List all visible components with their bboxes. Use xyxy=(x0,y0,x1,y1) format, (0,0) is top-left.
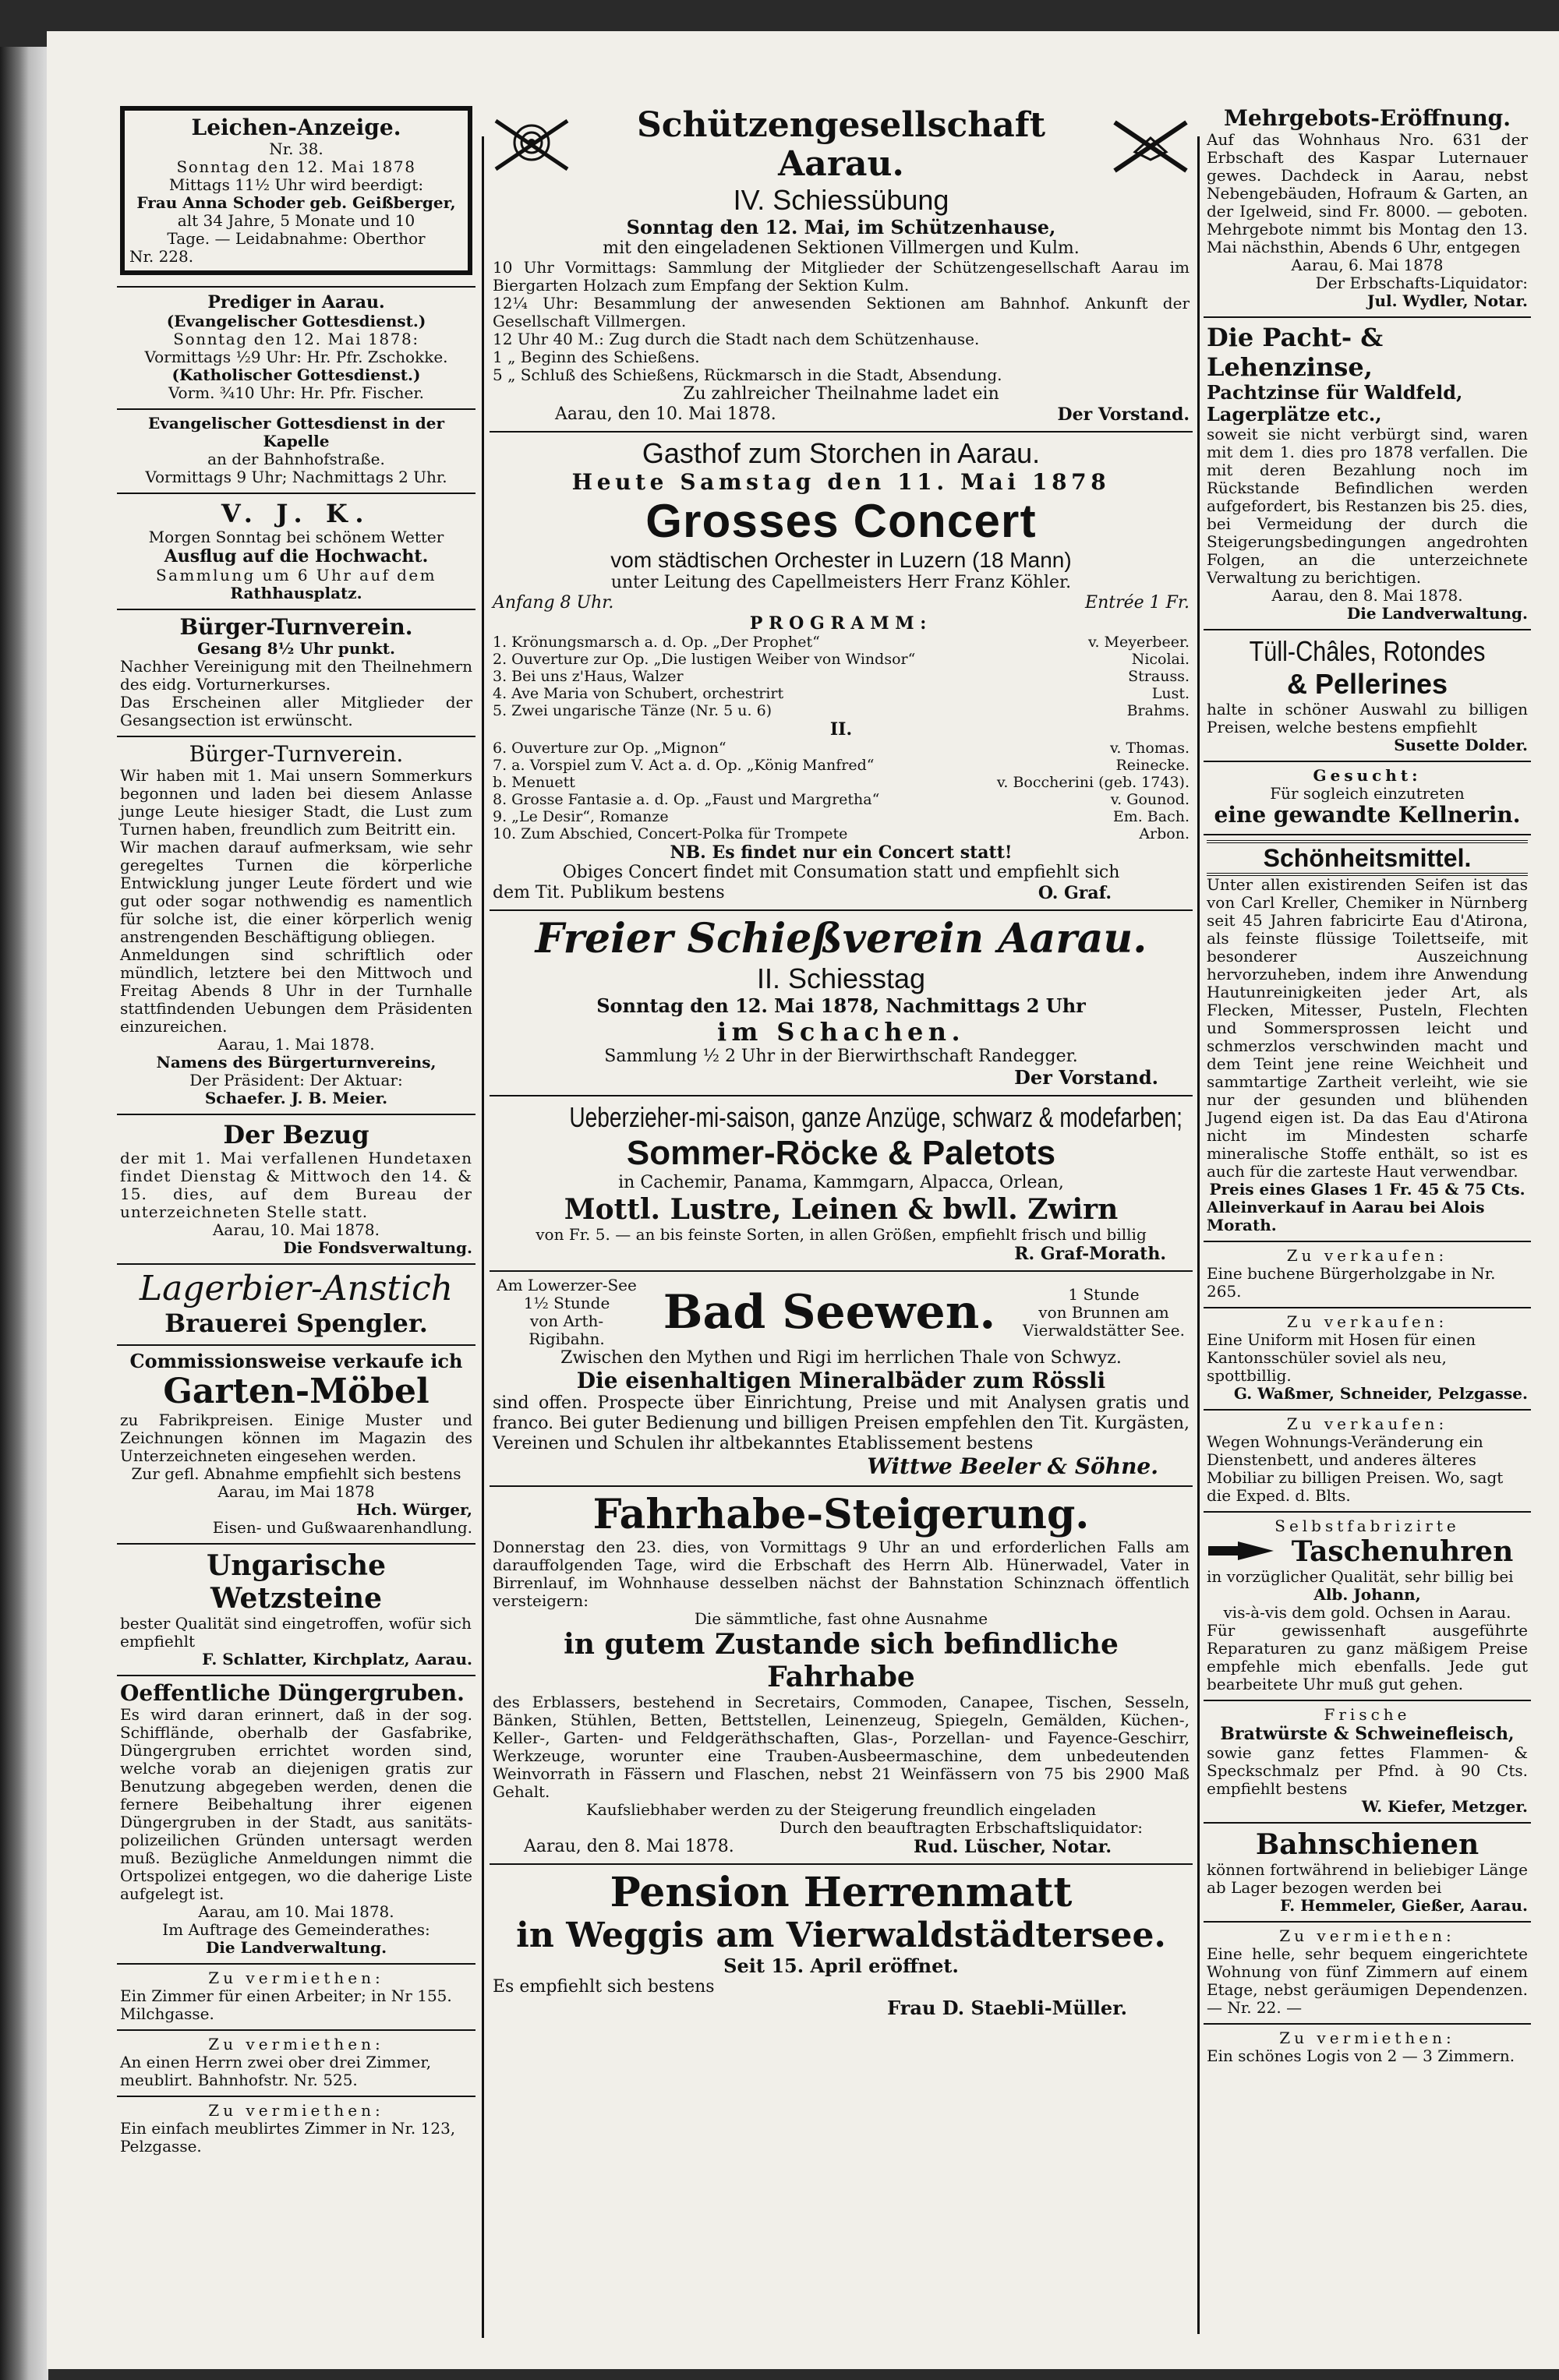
pacht-signature: Die Landverwaltung. xyxy=(1346,604,1528,623)
pacht-sub: Pachtzinse für Waldfeld, Lagerplätze etc., xyxy=(1207,381,1463,426)
sale-head: Zu verkaufen: xyxy=(1286,1312,1448,1331)
rent-text: Ein Zimmer für einen Arbeiter; in Nr 155. Milchgasse. xyxy=(120,1986,452,2023)
schoen-price: Preis eines Glases 1 Fr. 45 & 75 Cts. xyxy=(1209,1180,1525,1199)
ad-vjk xyxy=(117,494,475,610)
seewen-text: sind offen. Prospecte über Einrichtung, Preise und mit Analysen gratis und franco. Bei guter Bedienung und billigen Preisen empfehlen den Tit. Kurgästen, Vereinen und Schulen ihr altbekanntes Etablissement bestens xyxy=(493,1393,1190,1453)
kapelle-line: Evangelischer Gottesdienst in der Kapelle xyxy=(147,414,444,450)
program-item xyxy=(493,651,1190,668)
turn1-title: Bürger-Turnverein. xyxy=(179,614,413,640)
gesucht-text: Für sogleich einzutreten xyxy=(1270,784,1465,803)
uhren-name: Alb. Johann, xyxy=(1313,1585,1421,1604)
schoen-title: Schönheitsmittel. xyxy=(1263,844,1472,872)
prediger-line: Sonntag den 12. Mai 1878: xyxy=(173,330,419,348)
vjk-title: V. J. K. xyxy=(221,499,372,528)
fahrhabe-title: Fahrhabe-Steigerung. xyxy=(592,1491,1090,1538)
schuetzen-invite: Zu zahlreicher Theilnahme ladet ein xyxy=(683,384,999,404)
program-item-title: 1. Krönungsmarsch a. d. Op. „Der Prophet“ xyxy=(493,634,820,651)
fahrhabe-text: Donnerstag den 23. dies, von Vormittags 9 Uhr an und erforderlichen Falls am darauffolgenden Tage, wird die Erbschaft des Herrn Alb. Hünerwadel, Vater in Birrenlauf, im Wohnhause desselben nächst der Bahnstation Schinznach öffentlich versteigern: xyxy=(493,1538,1190,1610)
duenger-signature: Die Landverwaltung. xyxy=(205,1938,387,1957)
program-item-title: 9. „Le Desir“, Romanze xyxy=(493,808,669,825)
duenger-title: Oeffentliche Düngergruben. xyxy=(120,1680,465,1706)
seewen-right: von Brunnen am xyxy=(1038,1302,1169,1322)
schiess-place: im Schachen. xyxy=(716,1017,966,1047)
column-rule-right xyxy=(1197,136,1200,2334)
turn2-title: Bürger-Turnverein. xyxy=(189,741,404,767)
ad-sale-2 xyxy=(1204,1308,1531,1411)
ad-wetzsteine xyxy=(117,1545,475,1676)
ad-rent-left-2 xyxy=(117,2031,475,2097)
program-item xyxy=(493,685,1190,702)
rent-head: Zu vermiethen: xyxy=(1279,2029,1455,2047)
garten-date: Aarau, im Mai 1878 xyxy=(217,1482,375,1501)
garten-line: Commissionsweise verkaufe ich xyxy=(129,1350,463,1372)
wetz-title: Ungarische Wetzsteine xyxy=(207,1549,386,1615)
wetz-text: bester Qualität sind eingetroffen, wofür sich empfiehlt xyxy=(120,1614,472,1651)
sale-text: Wegen Wohnungs-Veränderung ein Dienstenbett, und anderes älteres Mobiliar zu billigen Preisen. Wo, sagt die Exped. d. Blts. xyxy=(1207,1432,1504,1505)
lager-title: Lagerbier-Anstich xyxy=(139,1269,454,1308)
program-item xyxy=(493,774,1190,791)
ad-rent-left-3 xyxy=(117,2097,475,2162)
program-item-composer: Arbon. xyxy=(1139,825,1190,842)
turn2-names: Schaefer. J. B. Meier. xyxy=(204,1089,388,1107)
tuell-text: halte in schöner Auswahl zu billigen Preisen, welche bestens empfiehlt xyxy=(1207,700,1528,736)
ad-fahrhabe xyxy=(490,1487,1193,1865)
uhren-text: Für gewissenhaft ausgeführte Reparaturen zu ganz mäßigem Preise empfehle mich ebenfalls. Jede gut bearbeitete Uhr muß gut gehen. xyxy=(1207,1621,1528,1693)
turn1-line: Gesang 8½ Uhr punkt. xyxy=(197,639,395,658)
wetz-signature: F. Schlatter, Kirchplatz, Aarau. xyxy=(202,1650,472,1668)
ad-rent-left-1 xyxy=(117,1965,475,2031)
schuetzen-schedule: 12 Uhr 40 M.: Zug durch die Stadt nach dem Schützenhause. xyxy=(493,330,980,348)
seewen-left: 1½ Stunde xyxy=(523,1294,610,1312)
leichen-title: Leichen-Anzeige. xyxy=(191,115,401,140)
uhren-text: in vorzüglicher Qualität, sehr billig bei xyxy=(1207,1567,1514,1586)
duenger-text: Es wird daran erinnert, daß in der sog. Schifflände, oberhalb der Gasfabrike, Düngergruben errichtet worden sind, welche vorab an diejenigen gratis zur Benutzung abgegeben werden, denen die fernere Beibehaltung ihrer eigenen Düngergruben in der Stadt, aus sanitäts-polizeilichen Gründen untersagt werden muß. Bezügliche Anmeldungen nimmt die Ortspolizei entgegen, wo die daherige Liste aufgelegt ist. xyxy=(120,1705,472,1903)
ad-turnverein-2 xyxy=(117,737,475,1115)
schuetzen-schedule: 5 „ Schluß des Schießens, Rückmarsch in die Stadt, Absendung. xyxy=(493,365,1002,384)
vjk-line: Sammlung um 6 Uhr auf dem xyxy=(156,566,437,584)
storchen-nb: NB. Es findet nur ein Concert statt! xyxy=(670,842,1013,863)
rent-text: Ein schönes Logis von 2 — 3 Zimmern. xyxy=(1207,2046,1515,2065)
program-item-title: 3. Bei uns z'Haus, Walzer xyxy=(493,668,684,685)
rent-text: Ein einfach meublirtes Zimmer in Nr. 123, Pelzgasse. xyxy=(120,2119,456,2156)
storchen-program-head: PROGRAMM: xyxy=(749,613,933,634)
graf-line: Mottl. Lustre, Leinen & bwll. Zwirn xyxy=(564,1193,1119,1226)
ad-sale-1 xyxy=(1204,1242,1531,1308)
program-item-composer: Strauss. xyxy=(1128,668,1190,685)
turn2-roles: Der Präsident: Der Aktuar: xyxy=(189,1071,403,1089)
target-emblem-icon xyxy=(493,115,571,175)
rent-head: Zu vermiethen: xyxy=(208,2101,384,2120)
storchen-program-part2 xyxy=(493,740,1190,842)
leichen-line: alt 34 Jahre, 5 Monate und 10 xyxy=(177,211,415,230)
storchen-signature: O. Graf. xyxy=(1038,883,1112,903)
program-item-title: 2. Ouverture zur Op. „Die lustigen Weiber von Windsor“ xyxy=(493,651,916,668)
rent-head: Zu vermiethen: xyxy=(208,2035,384,2053)
seewen-line: Zwischen den Mythen und Rigi im herrlichen Thale von Schwyz. xyxy=(560,1348,1122,1368)
bezug-signature: Die Fondsverwaltung. xyxy=(283,1238,472,1257)
ad-rent-right-2 xyxy=(1204,2025,1531,2071)
ad-gesucht xyxy=(1204,762,1531,835)
schuetzen-schedule: 1 „ Beginn des Schießens. xyxy=(493,348,700,366)
bezug-text: der mit 1. Mai verfallenen Hundetaxen findet Dienstag & Mittwoch den 14. & 15. dies, auf dem Bureau der unterzeichneten Stelle statt. xyxy=(120,1149,472,1221)
seewen-line: Die eisenhaltigen Mineralbäder zum Rössli xyxy=(576,1368,1106,1393)
turn2-paragraph: Anmeldungen sind schriftlich oder mündlich, letztere bei den Mittwoch und Freitag Abends 8 Uhr in der Turnhalle stattfindenden Uebungen dem Präsidenten einzureichen. xyxy=(120,945,472,1036)
schiess-date: Sonntag den 12. Mai 1878, Nachmittags 2 Uhr xyxy=(596,994,1086,1017)
leichen-line: Sonntag den 12. Mai 1878 xyxy=(176,157,416,176)
program-item-composer: Nicolai. xyxy=(1131,651,1190,668)
right-column xyxy=(1204,101,1531,2361)
uhren-addr: vis-à-vis dem gold. Ochsen in Aarau. xyxy=(1223,1603,1511,1622)
middle-column xyxy=(490,101,1193,2346)
ad-bratwuerste xyxy=(1204,1701,1531,1824)
storchen-program-part1 xyxy=(493,634,1190,719)
sale-text: Eine Uniform mit Hosen für einen Kantonsschüler soviel als neu, spottbillig. xyxy=(1207,1330,1476,1385)
turn1-line: Das Erscheinen aller Mitglieder der Gesangsection ist erwünscht. xyxy=(120,693,472,729)
ad-lagerbier xyxy=(117,1265,475,1346)
ad-schuetzen xyxy=(490,101,1193,433)
rent-text: Eine helle, sehr bequem eingerichtete Wohnung von fünf Zimmern auf einem Etage, nebst geräumigen Dependenzen. — Nr. 22. — xyxy=(1207,1944,1528,2017)
rent-text: An einen Herrn zwei ober drei Zimmer, meublirt. Bahnhofstr. Nr. 525. xyxy=(120,2053,432,2089)
fahrhabe-text: Die sämmtliche, fast ohne Ausnahme xyxy=(694,1609,988,1628)
schuetzen-schedule: 12¼ Uhr: Besammlung der anwesenden Sektionen am Bahnhof. Ankunft der Gesellschaft Villmergen. xyxy=(493,294,1190,330)
vjk-line: Morgen Sonntag bei schönem Wetter xyxy=(148,528,444,546)
prediger-line: Vormittags ½9 Uhr: Hr. Pfr. Zschokke. xyxy=(144,348,448,366)
schuetzen-sub: IV. Schiessübung xyxy=(733,184,949,216)
schiess-gather: Sammlung ½ 2 Uhr in der Bierwirthschaft Randegger. xyxy=(604,1047,1078,1066)
schiess-signature: Der Vorstand. xyxy=(1014,1066,1158,1089)
storchen-title: Gasthof zum Storchen in Aarau. xyxy=(642,437,1041,469)
ad-pacht xyxy=(1204,318,1531,630)
garten-text: zu Fabrikpreisen. Einige Muster und Zeichnungen können im Magazin des Unterzeichneten eingesehen werden. xyxy=(120,1411,472,1465)
fahrhabe-signature: Rud. Lüscher, Notar. xyxy=(914,1837,1112,1857)
ad-prediger xyxy=(117,288,475,410)
crossed-rifles-icon xyxy=(1112,115,1190,175)
wurst-title: Bratwürste & Schweinefleisch, xyxy=(1220,1724,1515,1744)
duenger-date: Aarau, am 10. Mai 1878. xyxy=(198,1902,394,1921)
column-rule-left xyxy=(482,136,484,2338)
ad-mehrgebot xyxy=(1204,101,1531,318)
pension-signature: Frau D. Staebli-Müller. xyxy=(887,1997,1127,2019)
ad-bezug xyxy=(117,1115,475,1265)
sale-signature: G. Waßmer, Schneider, Pelzgasse. xyxy=(1233,1384,1528,1403)
program-item-title: 5. Zwei ungarische Tänze (Nr. 5 u. 6) xyxy=(493,702,772,719)
ad-schoenheitsmittel xyxy=(1204,835,1531,1242)
schiess-sub: II. Schiesstag xyxy=(756,962,926,994)
program-item-title: 7. a. Vorspiel zum V. Act a. d. Op. „König Manfred“ xyxy=(493,757,875,774)
left-column xyxy=(117,101,475,2361)
bezug-date: Aarau, 10. Mai 1878. xyxy=(212,1220,380,1239)
garten-firm: Eisen- und Gußwaarenhandlung. xyxy=(212,1518,472,1537)
program-item xyxy=(493,740,1190,757)
program-item-composer: Brahms. xyxy=(1126,702,1190,719)
program-item xyxy=(493,825,1190,842)
seewen-left: Am Lowerzer-See xyxy=(497,1276,637,1294)
schuetzen-with: mit den eingeladenen Sektionen Villmergen und Kulm. xyxy=(603,238,1080,258)
duenger-signature: Im Auftrage des Gemeinderathes: xyxy=(162,1920,430,1939)
program-item-composer: Reinecke. xyxy=(1115,757,1190,774)
mehrgebot-date: Aarau, 6. Mai 1878 xyxy=(1291,256,1444,274)
storchen-concert: Grosses Concert xyxy=(645,495,1037,547)
rent-head: Zu vermiethen: xyxy=(208,1969,384,1987)
fahrhabe-date: Aarau, den 8. Mai 1878. xyxy=(524,1837,734,1856)
prediger-line: Vorm. ¾10 Uhr: Hr. Pfr. Fischer. xyxy=(168,383,425,402)
pointing-hand-icon xyxy=(1207,1538,1277,1565)
ad-pension xyxy=(490,1865,1193,2025)
prediger-line: (Katholischer Gottesdienst.) xyxy=(171,365,421,384)
program-item-title: 8. Grosse Fantasie a. d. Op. „Faust und Margretha“ xyxy=(493,791,880,808)
program-item-composer: v. Thomas. xyxy=(1109,740,1190,757)
program-item-composer: v. Gounod. xyxy=(1110,791,1190,808)
pension-sub: in Weggis am Vierwaldstädtersee. xyxy=(516,1916,1166,1955)
bahn-signature: F. Hemmeler, Gießer, Aarau. xyxy=(1280,1896,1528,1915)
wurst-signature: W. Kiefer, Metzger. xyxy=(1361,1797,1528,1816)
pacht-text: soweit sie nicht verbürgt sind, waren mit dem 1. dies pro 1878 verfallen. Die mit deren Bezahlung noch im Rückstande Befindlichen werden aufgefordert, bis Restanzen bis 25. dies, bei Vermeidung der durch die Steigerungsbedingungen angedrohten Folgen, an die unterzeichnete Verwaltung zu berichtigen. xyxy=(1207,425,1528,587)
graf-line: Sommer-Röcke & Paletots xyxy=(626,1134,1056,1172)
tuell-sub: & Pellerines xyxy=(1286,668,1448,700)
rent-head: Zu vermiethen: xyxy=(1279,1926,1455,1945)
schuetzen-date2: Aarau, den 10. Mai 1878. xyxy=(555,404,776,424)
pension-rec: Es empfiehlt sich bestens xyxy=(493,1977,715,1997)
mehrgebot-signature: Jul. Wydler, Notar. xyxy=(1367,291,1528,310)
program-item-title: 10. Zum Abschied, Concert-Polka für Trompete xyxy=(493,825,848,842)
program-item-composer: Em. Bach. xyxy=(1112,808,1190,825)
leichen-nr: Nr. 38. xyxy=(269,139,323,158)
prediger-title: Prediger in Aarau. xyxy=(207,292,385,313)
graf-signature: R. Graf-Morath. xyxy=(1014,1244,1166,1264)
fahrhabe-text: des Erblassers, bestehend in Secretairs, Commoden, Canapee, Tischen, Sesseln, Bänken, Stühlen, Betten, Bettstellen, Leinenzeug, Spiegeln, Gemälden, Küchen-, Keller-, Garten- und Feldgeräthschaften, Glas-, Porzellan- und Fayence-Geschirr, Werkzeuge, worunter eine Trauben-Ausbeermaschine, dem unbedeutenden Weinvorrath in Fässern und Flaschen, nebst 21 Weinfässern von 75 bis 2900 Maß Gehalt. xyxy=(493,1693,1190,1801)
gesucht-big: eine gewandte Kellnerin. xyxy=(1214,802,1521,828)
ad-schiessverein xyxy=(490,911,1193,1096)
pacht-date: Aarau, den 8. Mai 1878. xyxy=(1271,586,1463,605)
ad-bad-seewen xyxy=(490,1272,1193,1487)
schiess-title: Freier Schießverein Aarau. xyxy=(535,915,1147,962)
storchen-start: Anfang 8 Uhr. xyxy=(493,593,614,613)
vjk-line: Rathhausplatz. xyxy=(230,584,362,602)
storchen-program-part2-head: II. xyxy=(829,719,853,740)
fahrhabe-text: Durch den beauftragten Erbschaftsliquidator: xyxy=(780,1818,1143,1837)
garten-name: Hch. Würger, xyxy=(355,1500,472,1519)
mehrgebot-text: Auf das Wohnhaus Nro. 631 der Erbschaft des Kaspar Luternauer gewes. Dachdeck in Aarau, nebst Nebengebäuden, Hofraum & Garten, an der Igelweid, sind Fr. 8000. — geboten. Mehrgebote nimmt bis Montag den 13. Mai nächsthin, Abends 6 Uhr, entgegen xyxy=(1207,130,1528,256)
turn2-paragraph: Wir machen darauf aufmerksam, wie sehr geregeltes Turnen die körperliche Entwicklung junger Leute fördert und wie gut oder sogar nothwendig es namentlich für solche ist, die einer körperlich wenig anstrengenden Beschäftigung obliegen. xyxy=(120,838,472,946)
vjk-line: Ausflug auf die Hochwacht. xyxy=(164,546,429,567)
leichen-line: Frau Anna Schoder geb. Geißberger, xyxy=(136,193,456,212)
program-item-composer: v. Boccherini (geb. 1743). xyxy=(996,774,1190,791)
tuell-signature: Susette Dolder. xyxy=(1394,736,1528,754)
leichen-line: Mittags 11½ Uhr wird beerdigt: xyxy=(168,175,424,194)
schoen-agent: Alleinverkauf in Aarau bei Alois Morath. xyxy=(1207,1198,1485,1234)
turn1-line: Nachher Vereinigung mit den Theilnehmern des eidg. Vorturnerkurses. xyxy=(120,657,472,694)
ad-taschenuhren xyxy=(1204,1513,1531,1701)
seewen-signature: Wittwe Beeler & Söhne. xyxy=(867,1453,1158,1479)
ad-graf xyxy=(490,1096,1193,1272)
ad-sale-3 xyxy=(1204,1411,1531,1513)
sale-text: Eine buchene Bürgerholzgabe in Nr. 265. xyxy=(1207,1264,1496,1301)
kapelle-line: an der Bahnhofstraße. xyxy=(207,450,385,468)
storchen-foot: dem Tit. Publikum bestens xyxy=(493,883,725,902)
ad-duengergruben xyxy=(117,1676,475,1965)
ad-storchen xyxy=(490,433,1193,911)
leichen-line: Nr. 228. xyxy=(129,247,194,266)
kapelle-line: Vormittags 9 Uhr; Nachmittags 2 Uhr. xyxy=(145,468,447,486)
mehrgebot-signature: Der Erbschafts-Liquidator: xyxy=(1315,274,1528,292)
ad-kapelle xyxy=(117,410,475,494)
storchen-date: Heute Samstag den 11. Mai 1878 xyxy=(571,469,1111,495)
program-item xyxy=(493,668,1190,685)
program-item-composer: Lust. xyxy=(1151,685,1190,702)
seewen-right: Vierwaldstätter See. xyxy=(1023,1320,1185,1340)
schuetzen-date: Sonntag den 12. Mai, im Schützenhause, xyxy=(626,216,1056,238)
garten-title: Garten-Möbel xyxy=(163,1372,430,1411)
bahn-title: Bahnschienen xyxy=(1255,1828,1479,1861)
uhren-head: Selbstfabrizirte xyxy=(1274,1517,1460,1535)
bahn-text: können fortwährend in beliebiger Länge ab Lager bezogen werden bei xyxy=(1207,1860,1528,1897)
ad-gartenmoebel xyxy=(117,1346,475,1545)
lager-sub: Brauerei Spengler. xyxy=(164,1308,428,1338)
program-item xyxy=(493,791,1190,808)
tuell-title: Tüll-Châles, Rotondes xyxy=(1249,635,1486,667)
prediger-line: (Evangelischer Gottesdienst.) xyxy=(166,312,426,330)
bezug-title: Der Bezug xyxy=(223,1120,369,1149)
leichen-line: Tage. — Leidabnahme: Oberthor xyxy=(167,229,426,248)
program-item xyxy=(493,634,1190,651)
program-item-composer: v. Meyerbeer. xyxy=(1087,634,1190,651)
mehrgebot-title: Mehrgebots-Eröffnung. xyxy=(1223,105,1511,131)
uhren-title: Taschenuhren xyxy=(1291,1535,1514,1568)
fahrhabe-big: in gutem Zustande sich befindliche Fahrhabe xyxy=(564,1628,1119,1693)
pension-open: Seit 15. April eröffnet. xyxy=(723,1954,959,1977)
gesucht-head: Gesucht: xyxy=(1313,766,1422,785)
program-item-title: b. Menuett xyxy=(493,774,575,791)
storchen-entry: Entrée 1 Fr. xyxy=(1085,593,1190,613)
wurst-text: sowie ganz fettes Flammen- & Speckschmalz per Pfnd. à 90 Cts. empfiehlt bestens xyxy=(1207,1743,1528,1798)
graf-line: von Fr. 5. — an bis feinste Sorten, in allen Größen, empfiehlt frisch und billig xyxy=(536,1225,1147,1244)
schuetzen-schedule: 10 Uhr Vormittags: Sammlung der Mitglieder der Schützengesellschaft Aarau im Biergarten Holzach zum Empfang der Sektion Kulm. xyxy=(493,258,1190,295)
fahrhabe-text: Kaufsliebhaber werden zu der Steigerung freundlich eingeladen xyxy=(585,1800,1097,1819)
graf-line: in Cachemir, Panama, Kammgarn, Alpacca, Orlean, xyxy=(618,1173,1064,1192)
program-item-title: 4. Ave Maria von Schubert, orchestrirt xyxy=(493,685,784,702)
program-item xyxy=(493,702,1190,719)
program-item xyxy=(493,808,1190,825)
storchen-lead: unter Leitung des Capellmeisters Herr Franz Köhler. xyxy=(610,573,1072,592)
seewen-title: Bad Seewen. xyxy=(663,1285,996,1340)
turn2-paragraph: Wir haben mit 1. Mai unsern Sommerkurs begonnen und laden bei diesem Anlasse junge Leute hiesiger Stadt, die Lust zum Turnen haben, freundlich zum Beitritt ein. xyxy=(120,766,472,839)
ad-tuell xyxy=(1204,630,1531,762)
pension-title: Pension Herrenmatt xyxy=(610,1869,1073,1916)
seewen-left: von Arth-Rigibahn. xyxy=(529,1312,605,1348)
schuetzen-title: Schützengesellschaft Aarau. xyxy=(636,105,1046,184)
ad-bahnschienen xyxy=(1204,1824,1531,1923)
schuetzen-signature: Der Vorstand. xyxy=(1057,404,1190,425)
seewen-right: 1 Stunde xyxy=(1068,1284,1140,1304)
sale-head: Zu verkaufen: xyxy=(1286,1414,1448,1433)
garten-text: Zur gefl. Abnahme empfiehlt sich bestens xyxy=(131,1464,461,1483)
program-item-title: 6. Ouverture zur Op. „Mignon“ xyxy=(493,740,726,757)
pacht-title: Die Pacht- & Lehenzinse, xyxy=(1207,323,1384,382)
ad-turnverein-1 xyxy=(117,610,475,737)
wurst-head: Frische xyxy=(1324,1705,1411,1724)
graf-line: Ueberzieher-mi-saison, ganze Anzüge, schwarz & modefarben; xyxy=(569,1101,1183,1133)
ad-leichen xyxy=(117,101,475,288)
storchen-foot: Obiges Concert findet mit Consumation statt und empfiehlt sich xyxy=(562,863,1120,882)
storchen-orchestra: vom städtischen Orchester in Luzern (18 Mann) xyxy=(610,548,1072,572)
program-item xyxy=(493,757,1190,774)
turn2-date: Aarau, 1. Mai 1878. xyxy=(217,1035,375,1054)
schoen-text: Unter allen existirenden Seifen ist das von Carl Kreller, Chemiker in Nürnberg seit 45 Jahren fabricirte Eau d'Atirona, als feinste flüssige Toilettseife, mit besonderer Auszeichnung hervorzuheben, indem ihre Anwendung Hautunreinigkeiten jeder Art, als Flecken, Mitesser, Pusteln, Flechten und Sommersprossen leicht und schmerzlos verschwinden macht und dem Teint jene reine Weichheit und sammtartige Zartheit verleiht, wie sie nur der gesunden und blühenden Jugend eigen ist. Da das Eau d'Atirona nicht im Mindesten scharfe mineralische Stoffe enthält, so ist es auch für die zarteste Haut verwendbar. xyxy=(1207,875,1528,1181)
book-binding-edge xyxy=(0,47,48,2380)
turn2-signature: Namens des Bürgerturnvereins, xyxy=(156,1053,437,1072)
ad-rent-right-1 xyxy=(1204,1923,1531,2025)
sale-head: Zu verkaufen: xyxy=(1286,1246,1448,1265)
